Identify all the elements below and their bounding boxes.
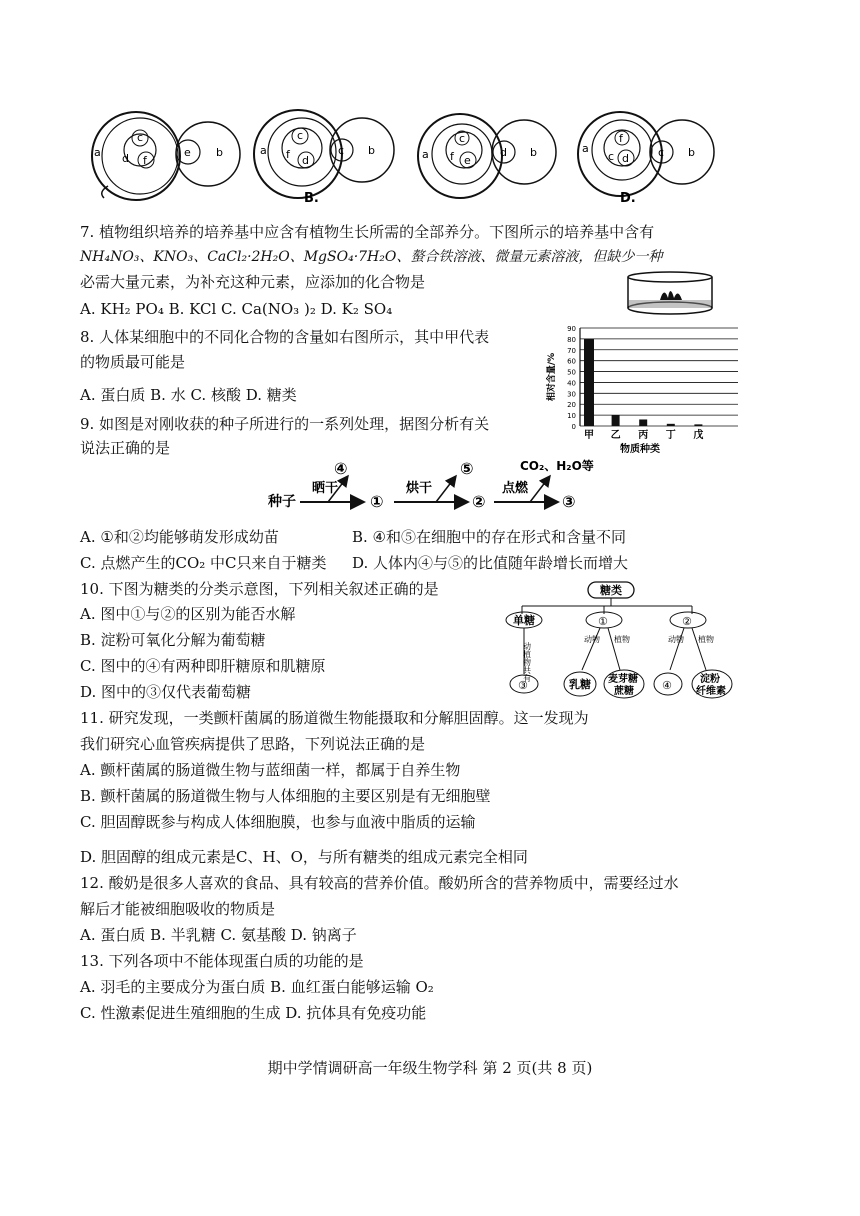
tree-node-2: ②	[682, 615, 692, 628]
venn-label: f	[450, 150, 454, 163]
tree-leaf-3: ③	[518, 679, 528, 692]
q7-stem-line3: 必需大量元素，为补充这种元素，应添加的化合物是	[80, 273, 426, 291]
q13-stem: 13. 下列各项中不能体现蛋白质的功能的是	[80, 952, 364, 970]
x-tick-label: 丁	[665, 430, 676, 441]
tree-leaf-sucrose: 蔗糖	[614, 686, 634, 697]
venn-label: d	[302, 154, 309, 167]
q9-option-b: B. ④和⑤在细胞中的存在形式和含量不同	[352, 528, 627, 546]
q8-stem-line1: 8. 人体某细胞中的不同化合物的含量如右图所示，其中甲代表	[80, 328, 490, 346]
venn-label: d	[500, 146, 507, 159]
tree-edge-animal-1: 动物	[584, 635, 600, 644]
q12-options: A. 蛋白质 B. 半乳糖 C. 氨基酸 D. 钠离子	[80, 926, 357, 944]
q13-options-line1: A. 羽毛的主要成分为蛋白质 B. 血红蛋白能够运输 O₂	[80, 978, 434, 996]
venn-label: c	[297, 129, 304, 142]
tree-node-1: ①	[598, 615, 608, 628]
tree-leaf-cellulose: 纤维素	[696, 686, 726, 697]
y-tick-label: 50	[567, 368, 576, 377]
y-tick-label: 20	[567, 401, 576, 410]
q7-options: A. KH₂ PO₄ B. KCl C. Ca(NO₃ )₂ D. K₂ SO₄	[80, 300, 393, 318]
q12-stem-line2: 解后才能被细胞吸收的物质是	[80, 900, 276, 918]
venn-option-b	[254, 110, 394, 206]
seed-label: 种子	[268, 494, 296, 510]
venn-label: c	[459, 132, 466, 145]
product-4: ④	[334, 459, 348, 478]
venn-option-label: B.	[304, 191, 319, 206]
venn-label: c	[137, 131, 144, 144]
venn-label: b	[688, 146, 695, 159]
gas-products: CO₂、H₂O等	[520, 459, 594, 473]
product-3: ③	[562, 492, 576, 511]
tree-edge-shared: 动植物共有	[522, 642, 532, 682]
venn-label: c	[608, 150, 615, 163]
q11-option-c: C. 胆固醇既参与构成人体细胞膜，也参与血液中脂质的运输	[80, 813, 476, 831]
q9-stem-line1: 9. 如图是对刚收获的种子所进行的一系列处理，据图分析有关	[80, 415, 490, 433]
tree-root: 糖类	[600, 584, 622, 597]
q8-options: A. 蛋白质 B. 水 C. 核酸 D. 糖类	[80, 386, 297, 404]
x-tick-label: 甲	[584, 430, 594, 441]
q10-stem: 10. 下图为糖类的分类示意图，下列相关叙述正确的是	[80, 580, 439, 598]
y-tick-label: 40	[567, 379, 576, 388]
bar	[667, 424, 675, 426]
y-tick-label: 30	[567, 390, 576, 399]
q11-option-b: B. 颤杆菌属的肠道微生物与人体细胞的主要区别是有无细胞壁	[80, 787, 491, 805]
venn-label: a	[582, 142, 589, 155]
venn-label: f	[143, 154, 147, 167]
venn-label: a	[422, 148, 429, 161]
compound-content-bar-chart	[540, 318, 740, 456]
x-tick-label: 戊	[693, 430, 704, 441]
step-ignite: 点燃	[502, 481, 529, 496]
venn-option-label: D.	[620, 191, 636, 206]
y-tick-label: 70	[567, 346, 576, 355]
venn-label: a	[260, 144, 267, 157]
bar	[639, 419, 647, 426]
bar	[584, 339, 594, 426]
venn-label: e	[184, 146, 191, 159]
seed-process-diagram	[268, 456, 628, 520]
q9-option-d: D. 人体内④与⑤的比值随年龄增长而增大	[352, 554, 629, 572]
bar	[612, 415, 620, 426]
venn-label: a	[94, 146, 101, 159]
y-tick-label: 60	[567, 357, 576, 366]
venn-option-a	[92, 112, 240, 200]
tree-edge-animal-2: 动物	[668, 635, 684, 644]
venn-label: b	[216, 146, 223, 159]
venn-label: d	[122, 152, 129, 165]
product-2: ②	[472, 492, 486, 511]
q10-option-b: B. 淀粉可氧化分解为葡萄糖	[80, 631, 266, 649]
tree-monosaccharide: 单糖	[513, 614, 535, 627]
q10-option-d: D. 图中的③仅代表葡萄糖	[80, 683, 252, 701]
q11-stem-line2: 我们研究心血管疾病提供了思路，下列说法正确的是	[80, 735, 426, 753]
q11-option-d: D. 胆固醇的组成元素是C、H、O，与所有糖类的组成元素完全相同	[80, 848, 528, 866]
venn-label: c	[338, 144, 345, 157]
y-tick-label: 80	[567, 335, 576, 344]
venn-label: b	[530, 146, 537, 159]
q10-option-a: A. 图中①与②的区别为能否水解	[80, 605, 296, 623]
q7-stem-line2: NH₄NO₃、KNO₃、CaCl₂·2H₂O、MgSO₄·7H₂O、螯合铁溶液、微量元素溶液，但缺少一种	[80, 249, 663, 265]
q12-stem-line1: 12. 酸奶是很多人喜欢的食品、具有较高的营养价值。酸奶所含的营养物质中，需要经过水	[80, 874, 679, 892]
q9-option-a: A. ①和②均能够萌发形成幼苗	[80, 528, 279, 546]
step-oven-dry: 烘干	[406, 481, 433, 496]
tree-edge-plant-2: 植物	[698, 635, 714, 644]
y-tick-label: 10	[567, 412, 576, 421]
q9-stem-line2: 说法正确的是	[80, 439, 171, 457]
y-tick-label: 0	[571, 423, 576, 431]
tree-edge-plant-1: 植物	[614, 635, 630, 644]
bar	[694, 424, 702, 426]
venn-label: b	[368, 144, 375, 157]
venn-label: f	[286, 148, 290, 161]
q11-option-a: A. 颤杆菌属的肠道微生物与蓝细菌一样，都属于自养生物	[80, 761, 461, 779]
x-axis-label: 物质种类	[620, 444, 660, 455]
venn-label: e	[464, 154, 471, 167]
page-footer: 期中学情调研高一年级生物学科 第 2 页(共 8 页)	[267, 1059, 593, 1077]
venn-option-c	[418, 114, 556, 198]
y-axis-label: 相对含量/%	[547, 352, 557, 402]
sugar-classification-tree	[500, 580, 740, 702]
culture-flask-illustration	[620, 268, 720, 318]
tree-leaf-4: ④	[662, 679, 672, 692]
q7-stem-line1: 7. 植物组织培养的培养基中应含有植物生长所需的全部养分。下图所示的培养基中含有	[80, 223, 655, 241]
tree-leaf-lactose: 乳糖	[569, 678, 591, 691]
y-tick-label: 90	[567, 325, 576, 333]
tree-leaf-maltose: 麦芽糖	[608, 674, 638, 685]
x-tick-label: 丙	[638, 430, 649, 441]
x-tick-label: 乙	[610, 430, 621, 441]
venn-diagrams	[80, 108, 720, 208]
venn-label: d	[622, 152, 629, 165]
q13-options-line2: C. 性激素促进生殖细胞的生成 D. 抗体具有免疫功能	[80, 1004, 427, 1022]
product-5: ⑤	[460, 459, 474, 478]
tree-leaf-starch: 淀粉	[700, 674, 720, 685]
q10-option-c: C. 图中的④有两种即肝糖原和肌糖原	[80, 657, 326, 675]
venn-option-d	[578, 112, 714, 206]
venn-label: f	[619, 132, 623, 145]
step-sun-dry: 晒干	[312, 481, 339, 496]
q11-stem-line1: 11. 研究发现，一类颤杆菌属的肠道微生物能摄取和分解胆固醇。这一发现为	[80, 709, 589, 727]
venn-label: c	[658, 146, 665, 159]
q9-option-c: C. 点燃产生的CO₂ 中C只来自于糖类	[80, 554, 327, 572]
q8-stem-line2: 的物质最可能是	[80, 353, 186, 371]
product-1: ①	[370, 492, 384, 511]
